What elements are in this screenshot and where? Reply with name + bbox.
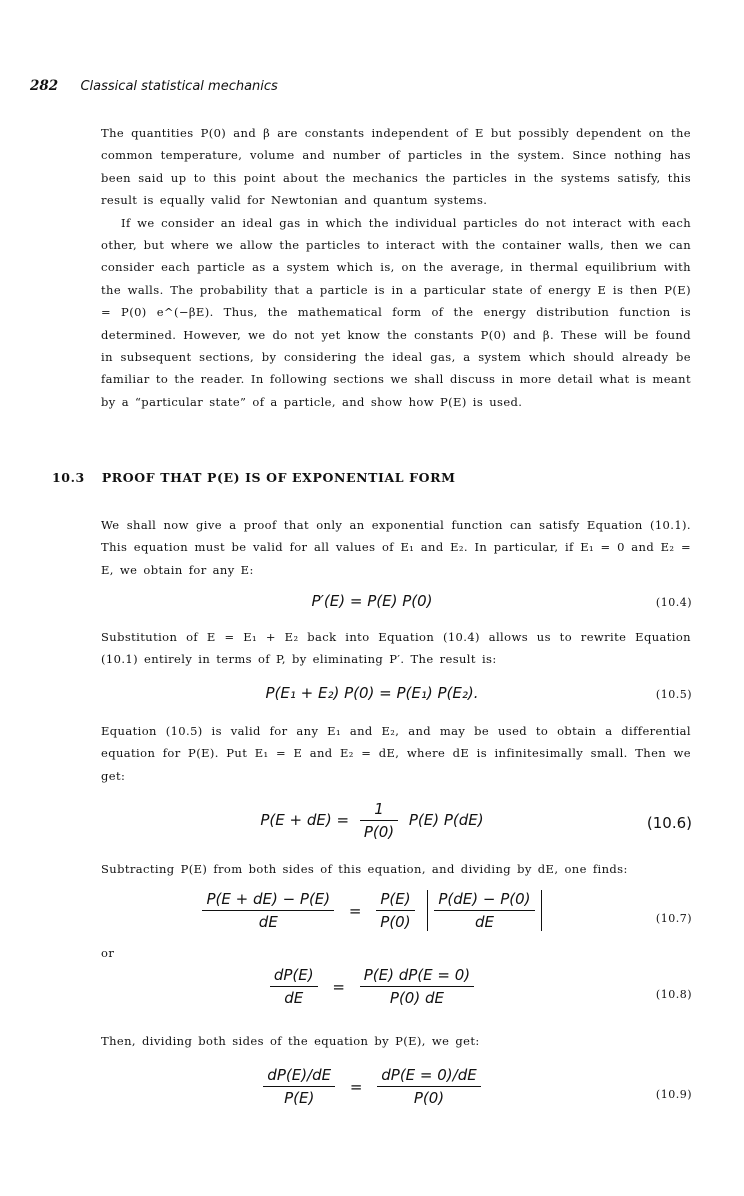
eq-10-7-bracket-fraction	[434, 890, 534, 931]
equation-10-6-label: (10.6)	[646, 814, 692, 832]
eq-10-8-lhs-num: dP(E)	[273, 966, 314, 984]
equation-10-9	[0, 1066, 744, 1122]
eq-10-8-rhs-num: P(E) dP(E = 0)	[363, 966, 471, 984]
running-head	[30, 78, 278, 94]
eq-10-9-rhs-fraction	[377, 1066, 480, 1107]
paragraph-2: If we consider an ideal gas in which the individual particles do not interact with each other, but where we allow the particles to interact with the container walls, then we can consider each particle as a system which is, on the average, in thermal equilibrium with the walls. The probability that a particle is in a particular state of energy E is then P(E) = P(0) e^(−βE). Thus, the mathematical form of the energy distribution function is determined. However, we do not yet know the constants P(0) and β. These will be found in subsequent sections, by considering the ideal gas, a system which should already be familiar to the reader. In following sections we shall discuss in more detail what is meant by a “particular state” of a particle, and show how P(E) is used.	[101, 215, 691, 409]
paragraph-1: The quantities P(0) and β are constants independent of E but possibly dependent on the common temperature, volume and number of particles in the system. Since nothing has been said up to this point about the mechanics the particles in the systems satisfy, this result is equally valid for Newtonian and quantum systems.	[101, 126, 691, 208]
paragraph-3: We shall now give a proof that only an exponential function can satisfy Equation (10.1). This equation must be valid for all values of E₁ and E₂. In particular, if E₁ = 0 and E₂ = E, we obtain for any E:	[101, 518, 691, 577]
paragraph-6-block	[101, 858, 691, 880]
equation-10-5-label: (10.5)	[655, 688, 692, 701]
eq-10-9-lhs-fraction	[263, 1066, 335, 1107]
eq-10-8-lhs-fraction	[270, 966, 318, 1007]
equation-10-5	[0, 684, 744, 714]
paragraph-5: Equation (10.5) is valid for any E₁ and E₂, and may be used to obtain a differential equation for P(E). Put E₁ = E and E₂ = dE, where dE is infinitesimally small. Then we get:	[101, 724, 691, 783]
eq-10-6-lhs: P(E + dE) =	[260, 811, 350, 829]
equation-10-5-expr: P(E₁ + E₂) P(0) = P(E₁) P(E₂).	[265, 684, 479, 702]
eq-10-7-mid-den: P(0)	[376, 910, 414, 931]
paragraph-4-block	[101, 626, 691, 671]
eq-10-7-lhs-den: dE	[202, 910, 334, 931]
eq-10-7-br-num: P(dE) − P(0)	[438, 890, 531, 908]
equation-10-7	[0, 890, 744, 946]
eq-10-9-lhs-num: dP(E)/dE	[267, 1066, 332, 1084]
paragraph-7: Then, dividing both sides of the equation by P(E), we get:	[101, 1034, 480, 1048]
eq-10-8-lhs-den: dE	[270, 986, 318, 1007]
eq-10-9-lhs-den: P(E)	[263, 1086, 335, 1107]
eq-10-6-fraction	[360, 800, 398, 841]
equation-10-7-label: (10.7)	[655, 912, 692, 925]
eq-10-7-mid-num: P(E)	[380, 890, 411, 908]
or-line	[101, 942, 691, 964]
running-title: Classical statistical mechanics	[80, 79, 278, 94]
equation-10-8	[0, 966, 744, 1022]
equation-10-9-label: (10.9)	[655, 1088, 692, 1101]
paragraph-4: Substitution of E = E₁ + E₂ back into Equation (10.4) allows us to rewrite Equation (10.1) entirely in terms of P, by eliminating P′. The result is:	[101, 630, 691, 667]
section-heading	[52, 470, 456, 485]
equation-10-6	[0, 800, 744, 850]
eq-10-6-numerator: 1	[374, 800, 384, 818]
eq-10-7-lhs-fraction	[202, 890, 334, 931]
eq-10-8-rhs-fraction	[360, 966, 474, 1007]
eq-10-7-br-den: dE	[434, 910, 534, 931]
equation-10-7-expr	[0, 890, 744, 931]
equation-10-4-label: (10.4)	[655, 596, 692, 609]
eq-10-9-rhs-num: dP(E = 0)/dE	[381, 1066, 477, 1084]
section-number: 10.3	[52, 470, 85, 485]
equation-10-9-expr	[0, 1066, 744, 1107]
equals-sign: =	[332, 977, 345, 996]
equals-sign: =	[348, 901, 362, 920]
paragraph-6: Subtracting P(E) from both sides of this equation, and dividing by dE, one finds:	[101, 862, 628, 876]
section-title: PROOF THAT P(E) IS OF EXPONENTIAL FORM	[101, 470, 456, 485]
eq-10-7-mid-fraction	[376, 890, 414, 931]
paragraph-5-block	[101, 720, 691, 787]
equals-sign: =	[349, 1077, 363, 1096]
equation-10-8-label: (10.8)	[655, 988, 692, 1001]
paragraph-7-block	[101, 1030, 691, 1052]
eq-10-6-denominator: P(0)	[360, 820, 398, 841]
eq-10-8-rhs-den: P(0) dE	[360, 986, 474, 1007]
paragraph-3-block	[101, 514, 691, 581]
equation-10-6-expr	[0, 800, 744, 841]
or-word: or	[101, 946, 115, 960]
eq-10-6-rhs: P(E) P(dE)	[408, 811, 484, 829]
eq-10-7-lhs-num: P(E + dE) − P(E)	[206, 890, 331, 908]
equation-10-8-expr	[0, 966, 744, 1007]
eq-10-9-rhs-den: P(0)	[377, 1086, 480, 1107]
eq-10-7-bracket	[427, 890, 541, 931]
intro-paragraphs	[101, 122, 691, 413]
equation-10-4	[0, 592, 744, 622]
page-number: 282	[30, 78, 59, 94]
equation-10-4-expr: P′(E) = P(E) P(0)	[311, 592, 433, 610]
